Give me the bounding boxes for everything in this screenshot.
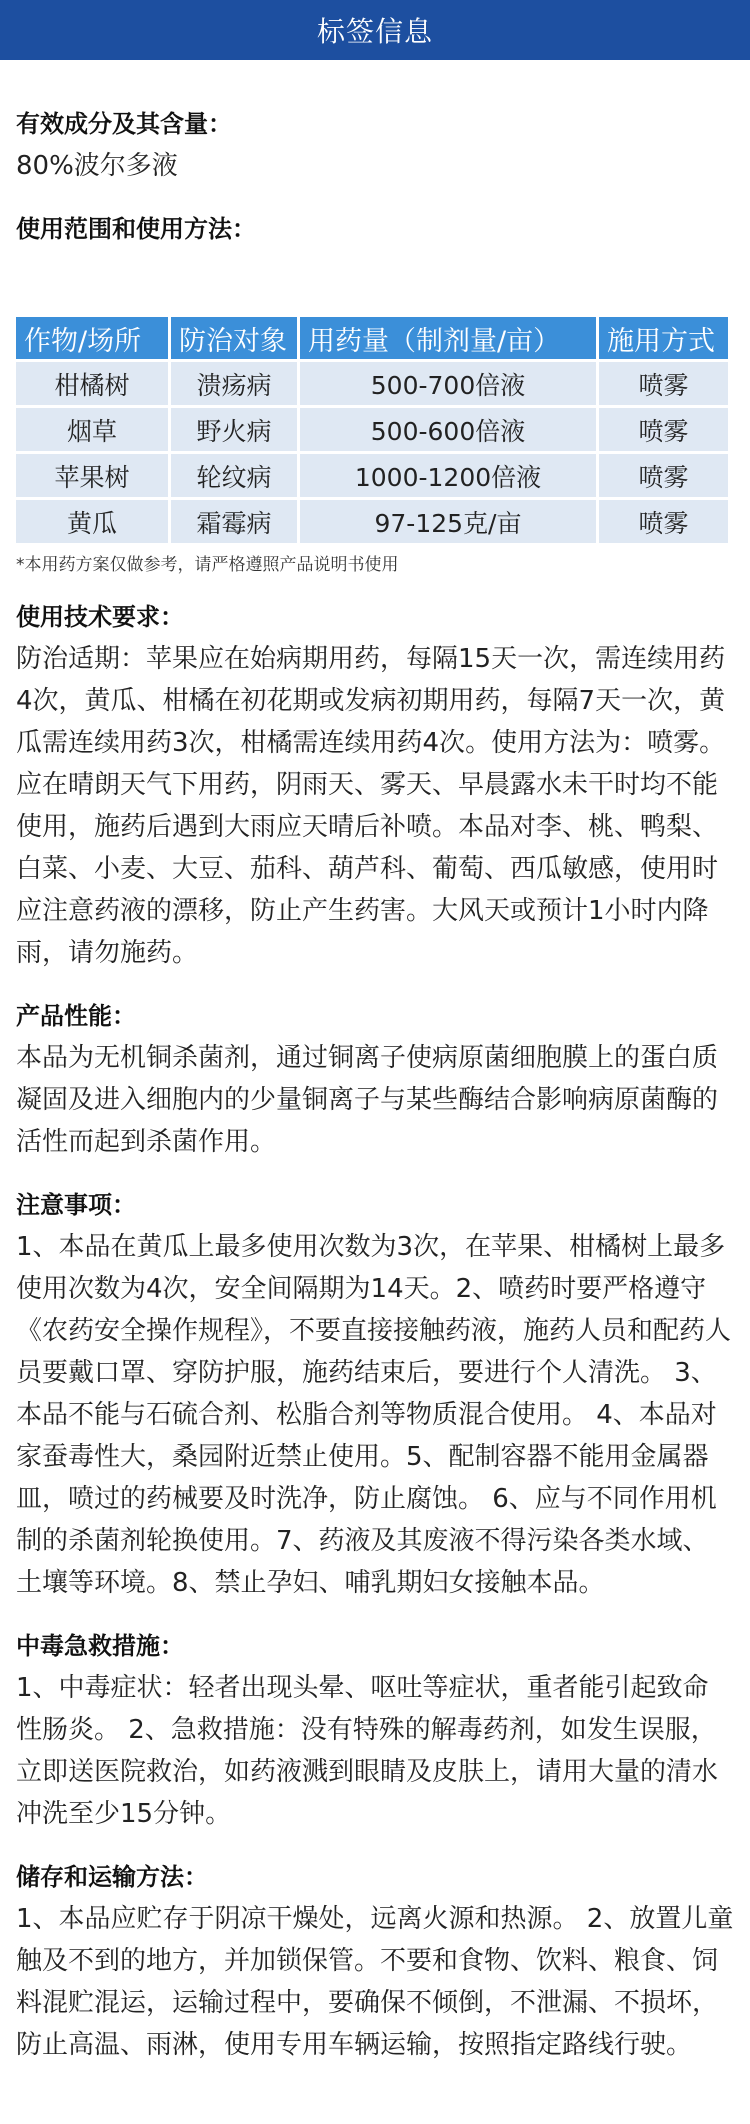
table-header-row: [16, 317, 728, 359]
usage-title: 使用范围和使用方法：: [16, 215, 256, 243]
performance-text: 本品为无机铜杀菌剂，通过铜离子使病原菌细胞膜上的蛋白质凝固及进入细胞内的少量铜离子与某些酶结合影响病原菌酶的活性而起到杀菌作用。: [16, 1043, 719, 1157]
column-header-crop: 作物/场所: [16, 317, 168, 359]
dosage-table: [13, 314, 731, 546]
table-note: *本用药方案仅做参考，请严格遵照产品说明书使用: [16, 555, 399, 575]
precautions-title: 注意事项：: [16, 1191, 136, 1219]
page-title: 标签信息: [316, 15, 433, 48]
tech-requirements-text: 防治适期：苹果应在始病期用药，每隔15天一次，需连续用药4次，黄瓜、柑橘在初花期或发病初期用药，每隔7天一次，黄瓜需连续用药3次，柑橘需连续用药4次。使用方法为：喷雾。应在晴朗天气下用药，阴雨天、雾天、早晨露水未干时均不能使用，施药后遇到大雨应天晴后补喷。本品对李、桃、鸭梨、白菜、小麦、大豆、茄科、葫芦科、葡萄、西瓜敏感，使用时应注意药液的漂移，防止产生药害。大风天或预计1小时内降雨，请勿施药。: [16, 644, 726, 968]
storage-title: 储存和运输方法：: [16, 1863, 208, 1891]
cell-dosage: 1000-1200倍液: [300, 454, 596, 497]
cell-target: 野火病: [171, 408, 297, 451]
cell-method: 喷雾: [599, 500, 728, 543]
performance-title: 产品性能：: [16, 1002, 136, 1030]
table-row: [16, 408, 728, 451]
ingredient-title: 有效成分及其含量：: [16, 110, 232, 138]
first-aid-text: 1、中毒症状：轻者出现头晕、呕吐等症状，重者能引起致命性肠炎。 2、急救措施：没有特殊的解毒药剂，如发生误服，立即送医院救治，如药液溅到眼睛及皮肤上，请用大量的清水冲洗至少15分钟。: [16, 1673, 719, 1829]
cell-target: 轮纹病: [171, 454, 297, 497]
column-header-dosage: 用药量（制剂量/亩）: [300, 317, 596, 359]
table-row: [16, 500, 728, 543]
cell-method: 喷雾: [599, 454, 728, 497]
column-header-method: 施用方式: [599, 317, 728, 359]
page-header: [0, 0, 750, 60]
tech-requirements-title: 使用技术要求：: [16, 603, 184, 631]
ingredient-value: 80%波尔多液: [16, 151, 178, 181]
label-content: [0, 104, 750, 2066]
cell-method: 喷雾: [599, 362, 728, 405]
cell-crop: 黄瓜: [16, 500, 168, 543]
usage-spacer: [16, 250, 734, 306]
cell-crop: 苹果树: [16, 454, 168, 497]
storage-text: 1、本品应贮存于阴凉干燥处，远离火源和热源。 2、放置儿童触及不到的地方，并加锁保管。不要和食物、饮料、粮食、饲料混贮混运，运输过程中，要确保不倾倒，不泄漏、不损坏，防止高温、雨淋，使用专用车辆运输，按照指定路线行驶。: [16, 1904, 734, 2060]
cell-dosage: 500-600倍液: [300, 408, 596, 451]
column-header-target: 防治对象: [171, 317, 297, 359]
table-row: [16, 454, 728, 497]
cell-crop: 柑橘树: [16, 362, 168, 405]
precautions-text: 1、本品在黄瓜上最多使用次数为3次，在苹果、柑橘树上最多使用次数为4次，安全间隔期为14天。2、喷药时要严格遵守《农药安全操作规程》，不要直接接触药液，施药人员和配药人员要戴口罩、穿防护服，施药结束后，要进行个人清洗。 3、本品不能与石硫合剂、松脂合剂等物质混合使用。 4、本品对家蚕毒性大，桑园附近禁止使用。5、配制容器不能用金属器皿，喷过的药械要及时洗净，防止腐蚀。 6、应与不同作用机制的杀菌剂轮换使用。7、药液及其废液不得污染各类水域、土壤等环境。8、禁止孕妇、哺乳期妇女接触本品。: [16, 1232, 732, 1598]
cell-crop: 烟草: [16, 408, 168, 451]
cell-method: 喷雾: [599, 408, 728, 451]
first-aid-title: 中毒急救措施：: [16, 1632, 184, 1660]
cell-target: 霜霉病: [171, 500, 297, 543]
table-row: [16, 362, 728, 405]
cell-dosage: 500-700倍液: [300, 362, 596, 405]
cell-target: 溃疡病: [171, 362, 297, 405]
cell-dosage: 97-125克/亩: [300, 500, 596, 543]
